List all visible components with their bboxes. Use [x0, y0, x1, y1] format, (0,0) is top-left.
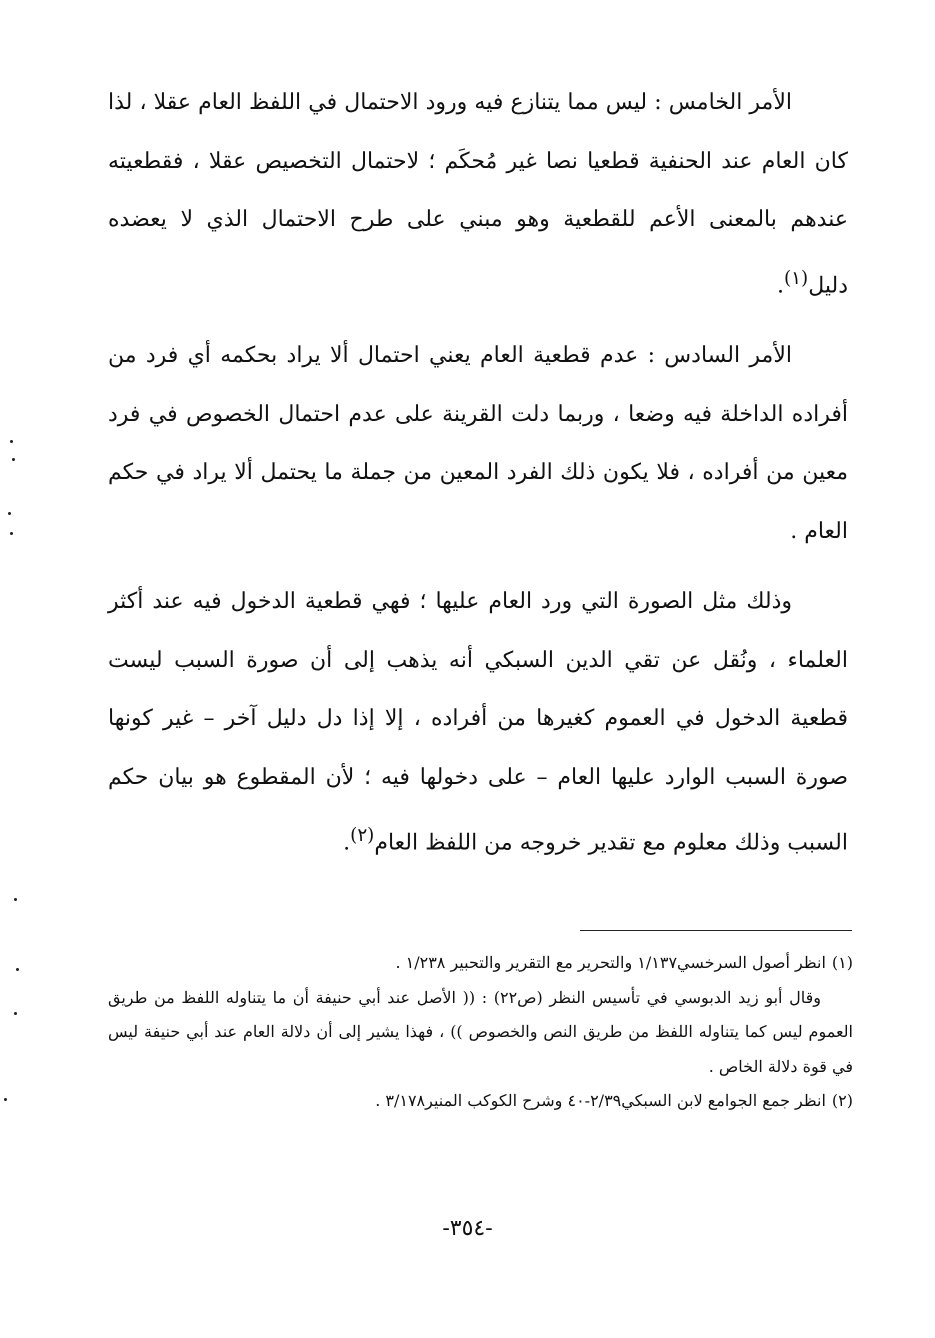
- footnote-number: (٢): [831, 1091, 853, 1110]
- scan-speck: [16, 968, 19, 971]
- scan-speck: [4, 1098, 7, 1101]
- paragraph-sixth-matter: [108, 327, 848, 561]
- footnote-1: [108, 946, 853, 981]
- paragraph-end: .: [343, 830, 351, 856]
- paragraph-text: وذلك مثل الصورة التي ورد العام عليها ؛ فهي قطعية الدخول فيه عند أكثر العلماء ، ونُقل عن تقي الدين السبكي أنه يذهب إلى أن صورة السبب ليست قطعية الدخول في العموم كغيرها من أفراده ، إلا إذا دل دليل آخر – غير كونها صورة السبب الوارد عليها العام – على دخولها فيه ؛ لأن المقطوع هو بيان حكم السبب وذلك معلوم مع تقدير خروجه من اللفظ العام: [108, 589, 848, 856]
- scan-speck: [14, 898, 17, 901]
- footnote-text: انظر جمع الجوامع لابن السبكي٢/٣٩-٤٠ وشرح الكوكب المنير٣/١٧٨ .: [375, 1091, 826, 1110]
- footnote-2: [108, 1084, 853, 1119]
- main-text: [108, 74, 848, 885]
- footnote-reference-1[interactable]: (١): [784, 267, 809, 289]
- scan-speck: [10, 440, 13, 443]
- paragraph-end: .: [777, 272, 785, 298]
- paragraph-fifth-matter: [108, 74, 848, 315]
- scan-speck: [8, 512, 11, 515]
- footnote-text: انظر أصول السرخسي١/١٣٧ والتحرير مع التقرير والتحبير ١/٢٣٨ .: [395, 953, 826, 972]
- footnote-number: (١): [831, 953, 853, 972]
- footnote-divider: [580, 930, 852, 931]
- scan-speck: [14, 1012, 17, 1015]
- paragraph-text: الأمر السادس : عدم قطعية العام يعني احتمال ألا يراد بحكمه أي فرد من أفراده الداخلة فيه وضعا ، وربما دلت القرينة على عدم احتمال الخصوص في فرد معين من أفراده ، فلا يكون ذلك الفرد المعين من جملة ما يحتمل ألا يراد في حكم العام .: [108, 343, 848, 544]
- page-number: -٣٥٤-: [442, 1216, 493, 1241]
- paragraph-cause-example: [108, 573, 848, 873]
- scan-speck: [10, 532, 13, 535]
- footnote-text: وقال أبو زيد الدبوسي في تأسيس النظر (ص٢٢) : (( الأصل عند أبي حنيفة أن ما يتناوله اللفظ من طريق العموم ليس كما يتناوله اللفظ من طريق النص والخصوص )) ، فهذا يشير إلى أن دلالة العام عند أبي حنيفة ليس في قوة دلالة الخاص .: [108, 987, 854, 1076]
- footnotes: [108, 946, 853, 1119]
- scan-speck: [12, 458, 15, 461]
- paragraph-text: الأمر الخامس : ليس مما يتنازع فيه ورود الاحتمال في اللفظ العام عقلا ، لذا كان العام عند الحنفية قطعيا نصا غير مُحكَم ؛ لاحتمال التخصيص عقلا ، فقطعيته عندهم بالمعنى الأعم للقطعية وهو مبني على طرح الاحتمال الذي لا يعضده دليل: [108, 90, 848, 298]
- footnote-1-continuation: [108, 981, 853, 1085]
- footnote-reference-2[interactable]: (٢): [350, 825, 375, 847]
